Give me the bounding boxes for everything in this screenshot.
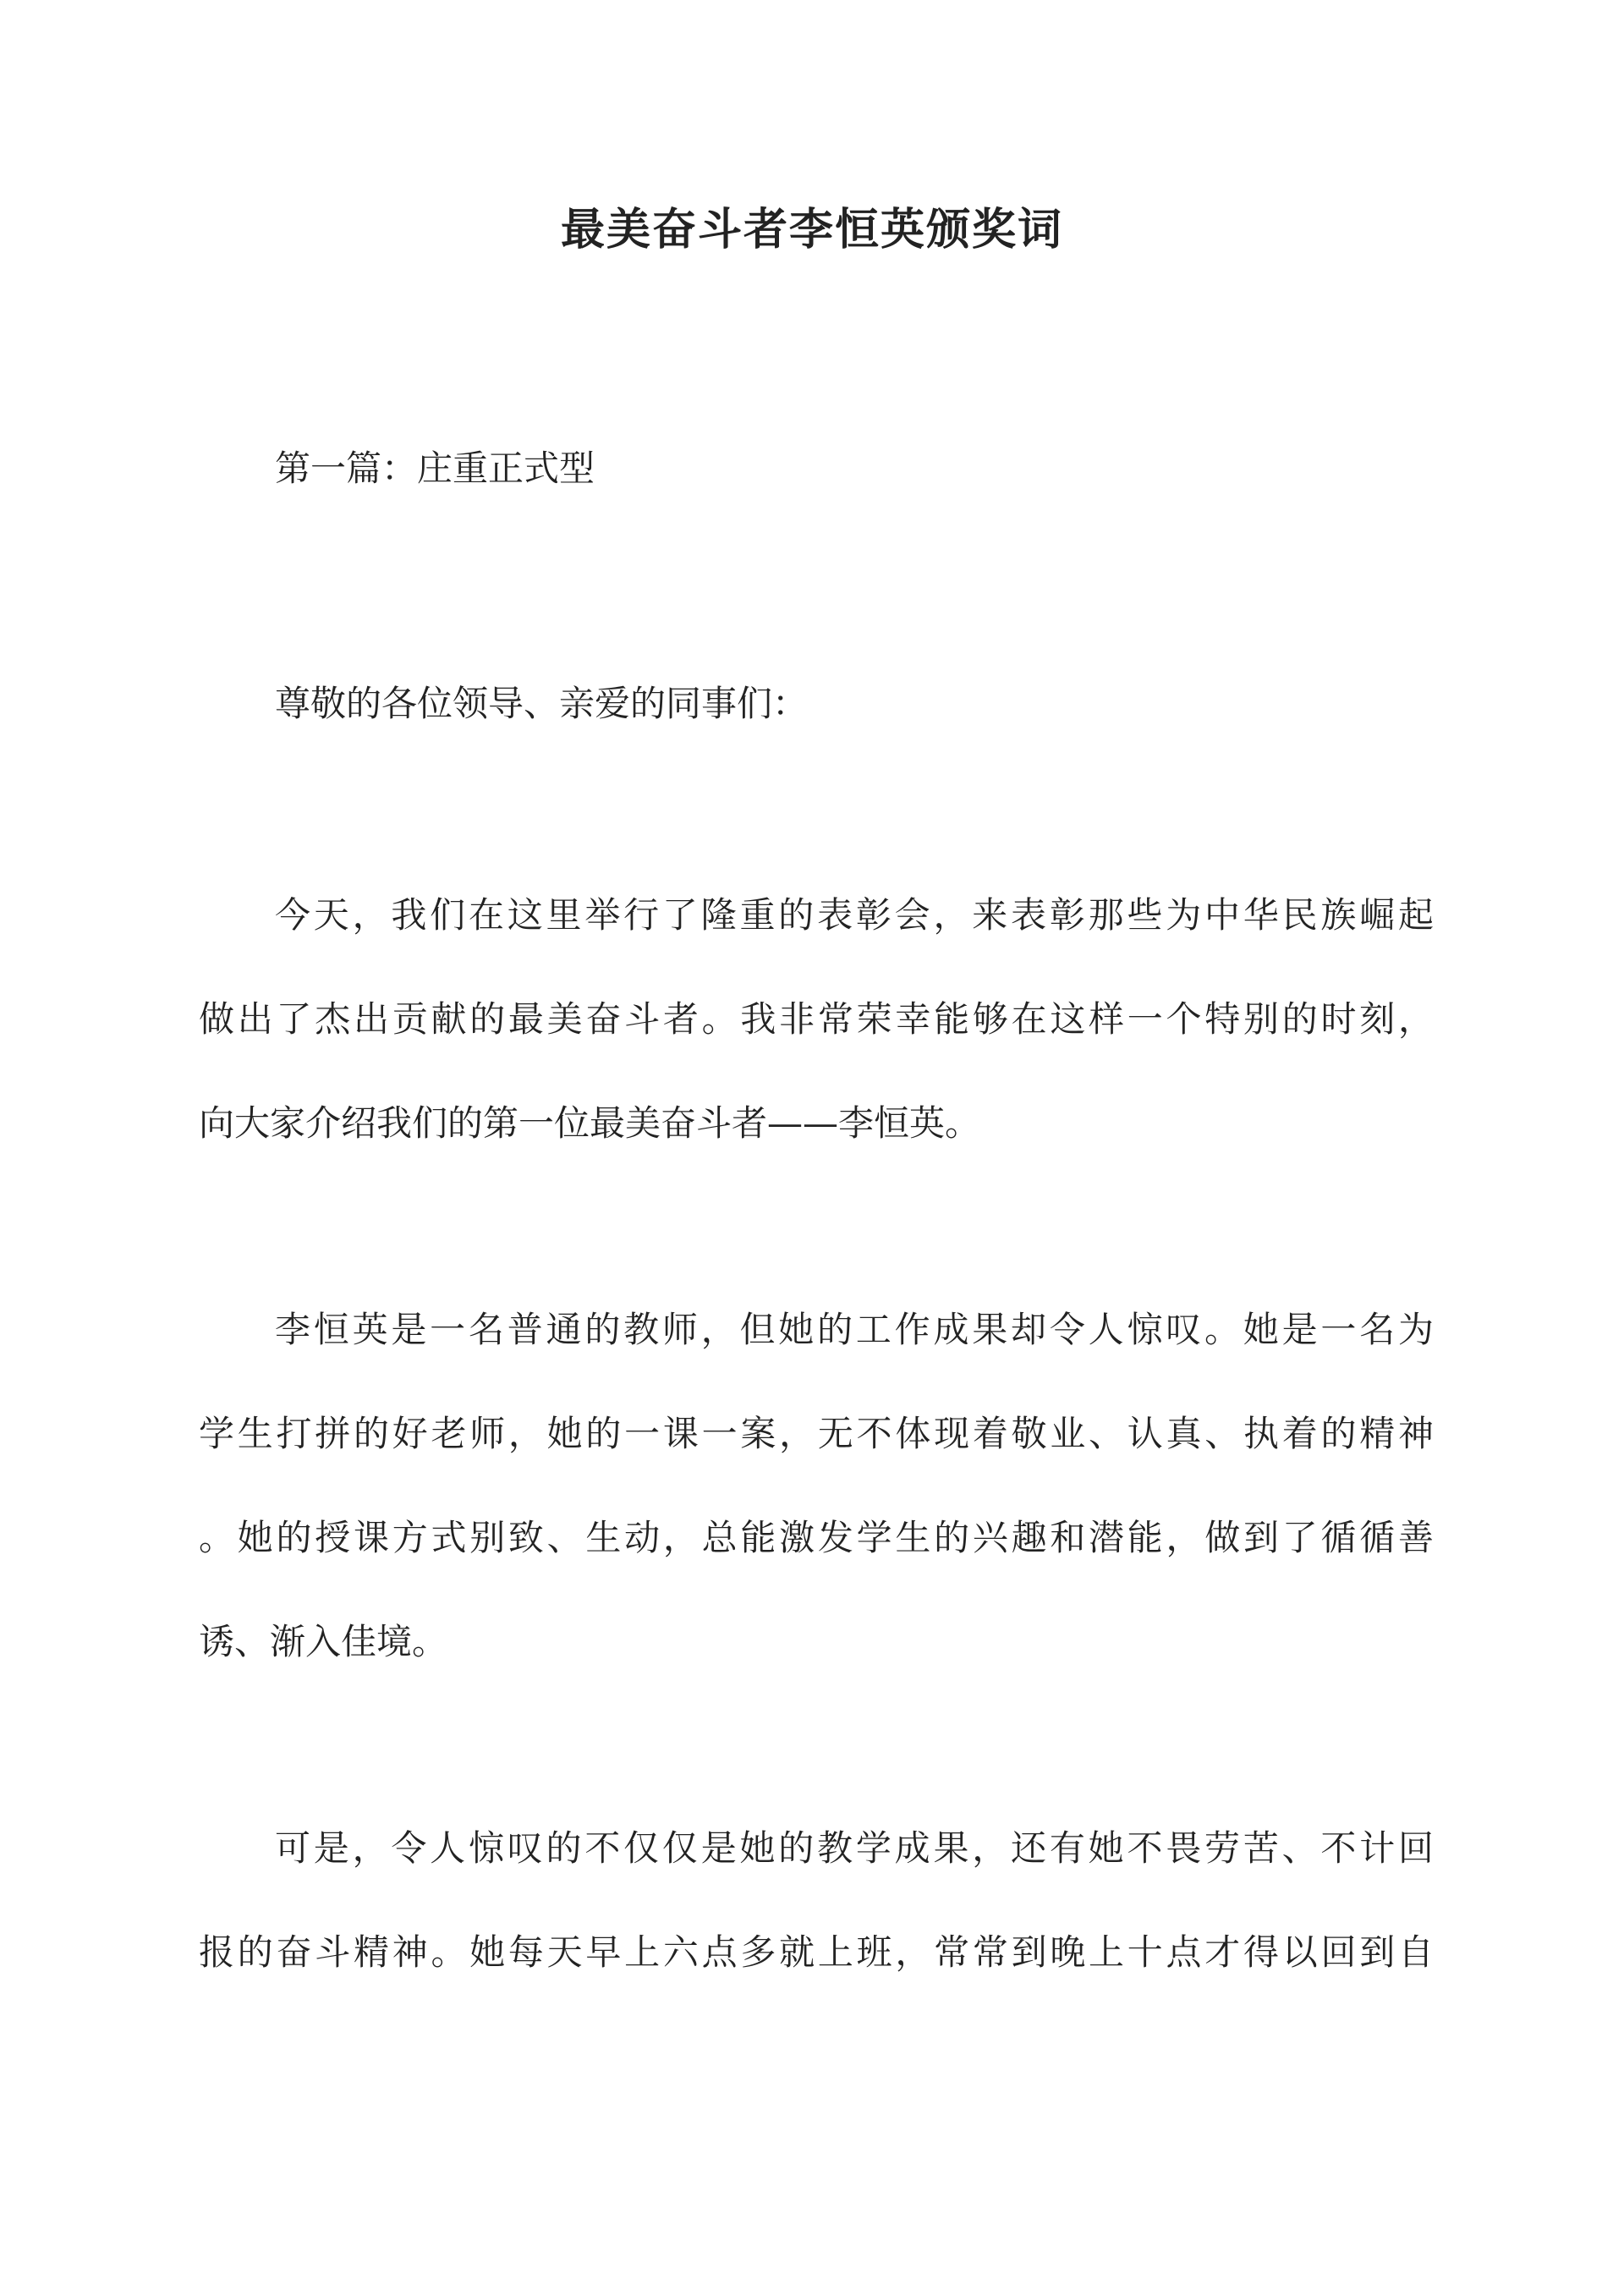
salutation (199, 651, 1434, 755)
paragraph-line: 做出了杰出贡献的最美奋斗者。我非常荣幸能够在这样一个特别的时刻， (199, 998, 1434, 1040)
paragraph-3 (199, 1796, 1434, 2004)
paragraph-line: 可是，令人惊叹的不仅仅是她的教学成果，还有她不畏劳苦、不计回 (275, 1827, 1434, 1869)
section-heading: 第一篇：庄重正式型 (275, 448, 595, 489)
paragraph-line: 诱、渐入佳境。 (199, 1621, 448, 1662)
salutation-line: 尊敬的各位领导、亲爱的同事们： (275, 683, 809, 724)
paragraph-line: 李恒英是一名普通的教师，但她的工作成果却令人惊叹。她是一名为 (275, 1309, 1434, 1350)
paragraph-line: 。她的授课方式别致、生动，总能激发学生的兴趣和潜能，做到了循循善 (199, 1517, 1434, 1558)
paragraph-line: 向大家介绍我们的第一位最美奋斗者——李恒英。 (199, 1102, 981, 1144)
paragraph-line: 今天，我们在这里举行了隆重的表彰会，来表彰那些为中华民族崛起 (275, 894, 1434, 936)
paragraph-2 (199, 1277, 1434, 1694)
paragraph-line: 学生打拼的好老师，她的一课一案，无不体现着敬业、认真、执着的精神 (199, 1413, 1434, 1454)
document-title: 最美奋斗者李恒英颁奖词 (560, 204, 1063, 255)
paragraph-line: 报的奋斗精神。她每天早上六点多就上班，常常到晚上十点才得以回到自 (199, 1931, 1434, 1973)
paragraph-1 (199, 863, 1434, 1175)
